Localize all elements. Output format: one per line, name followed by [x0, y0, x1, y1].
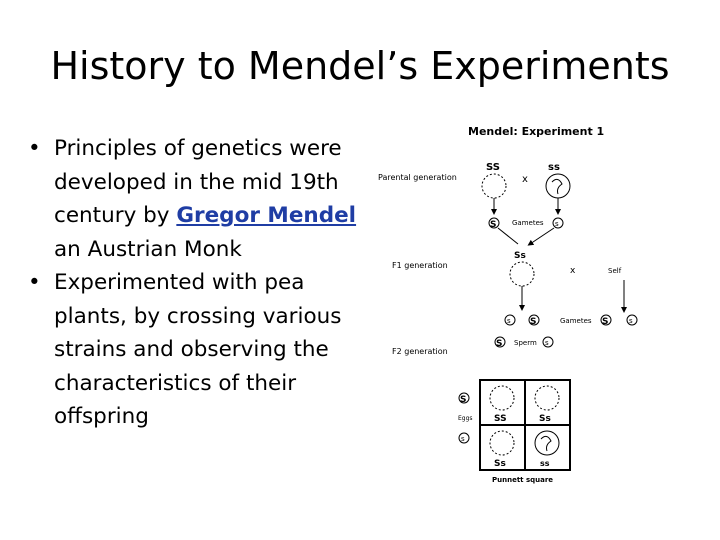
- bullet-dot-icon: •: [28, 136, 41, 161]
- cross-symbol: x: [570, 266, 576, 276]
- bullet-1-text-after: an Austrian Monk: [54, 236, 242, 262]
- slide-title: History to Mendel’s Experiments: [50, 44, 670, 88]
- cell-ss: SS: [494, 414, 507, 424]
- wrinkled-pea-icon: [546, 174, 570, 198]
- cell-ss-recessive: ss: [540, 459, 550, 468]
- sperm-label: Sperm: [514, 339, 537, 347]
- parent-ss-recessive-label: ss: [548, 162, 560, 173]
- gamete-s-big: S: [490, 220, 497, 230]
- bullet-1-text-before: Principles of genetics were developed in the mid 19th century by: [54, 136, 342, 228]
- egg-s-small: s: [461, 435, 465, 443]
- gametes-label: Gametes: [512, 219, 544, 227]
- parental-generation-label: Parental generation: [378, 173, 457, 182]
- mendel-experiment-diagram: [376, 118, 676, 488]
- round-pea-icon: [490, 386, 514, 410]
- self-label: Self: [608, 267, 622, 275]
- cell-ss-mixed: Ss: [494, 459, 506, 469]
- eggs-label: Eggs: [458, 415, 473, 422]
- bullet-dot-icon: •: [28, 270, 41, 295]
- gamete-s-small: s: [555, 220, 559, 228]
- cross-symbol: x: [522, 174, 528, 185]
- gamete-s-small: s: [507, 317, 511, 325]
- wrinkle-mark: [552, 179, 562, 194]
- round-pea-icon: [510, 262, 534, 286]
- arrow: [530, 228, 554, 244]
- round-pea-icon: [535, 386, 559, 410]
- wrinkle-mark: [541, 436, 551, 451]
- f1-generation-label: F1 generation: [392, 261, 448, 270]
- gametes-label-2: Gametes: [560, 317, 592, 325]
- f2-generation-label: F2 generation: [392, 347, 448, 356]
- line: [498, 228, 518, 244]
- gamete-s-small: s: [629, 317, 633, 325]
- cell-ss-mixed: Ss: [539, 414, 551, 424]
- figure-title: Mendel: Experiment 1: [468, 125, 605, 138]
- gamete-s-big: S: [530, 317, 537, 327]
- bullet-item-1: [28, 132, 373, 266]
- gregor-mendel-link[interactable]: Gregor Mendel: [176, 203, 357, 228]
- sperm-s-big: S: [496, 339, 503, 349]
- round-pea-icon: [490, 431, 514, 455]
- egg-s-big: S: [460, 395, 467, 405]
- parent-ss-label: SS: [486, 162, 500, 173]
- round-pea-icon: [482, 174, 506, 198]
- bullet-list: [28, 132, 373, 434]
- f1-ss-label: Ss: [514, 251, 526, 261]
- wrinkled-pea-icon: [535, 431, 559, 455]
- sperm-s-small: s: [545, 339, 549, 347]
- bullet-item-2: [28, 266, 373, 434]
- gamete-s-big: S: [602, 317, 609, 327]
- bullet-2-text: Experimented with pea plants, by crossing various strains and observing the characteristics of their offspring: [54, 270, 342, 429]
- punnett-square-label: Punnett square: [492, 476, 554, 484]
